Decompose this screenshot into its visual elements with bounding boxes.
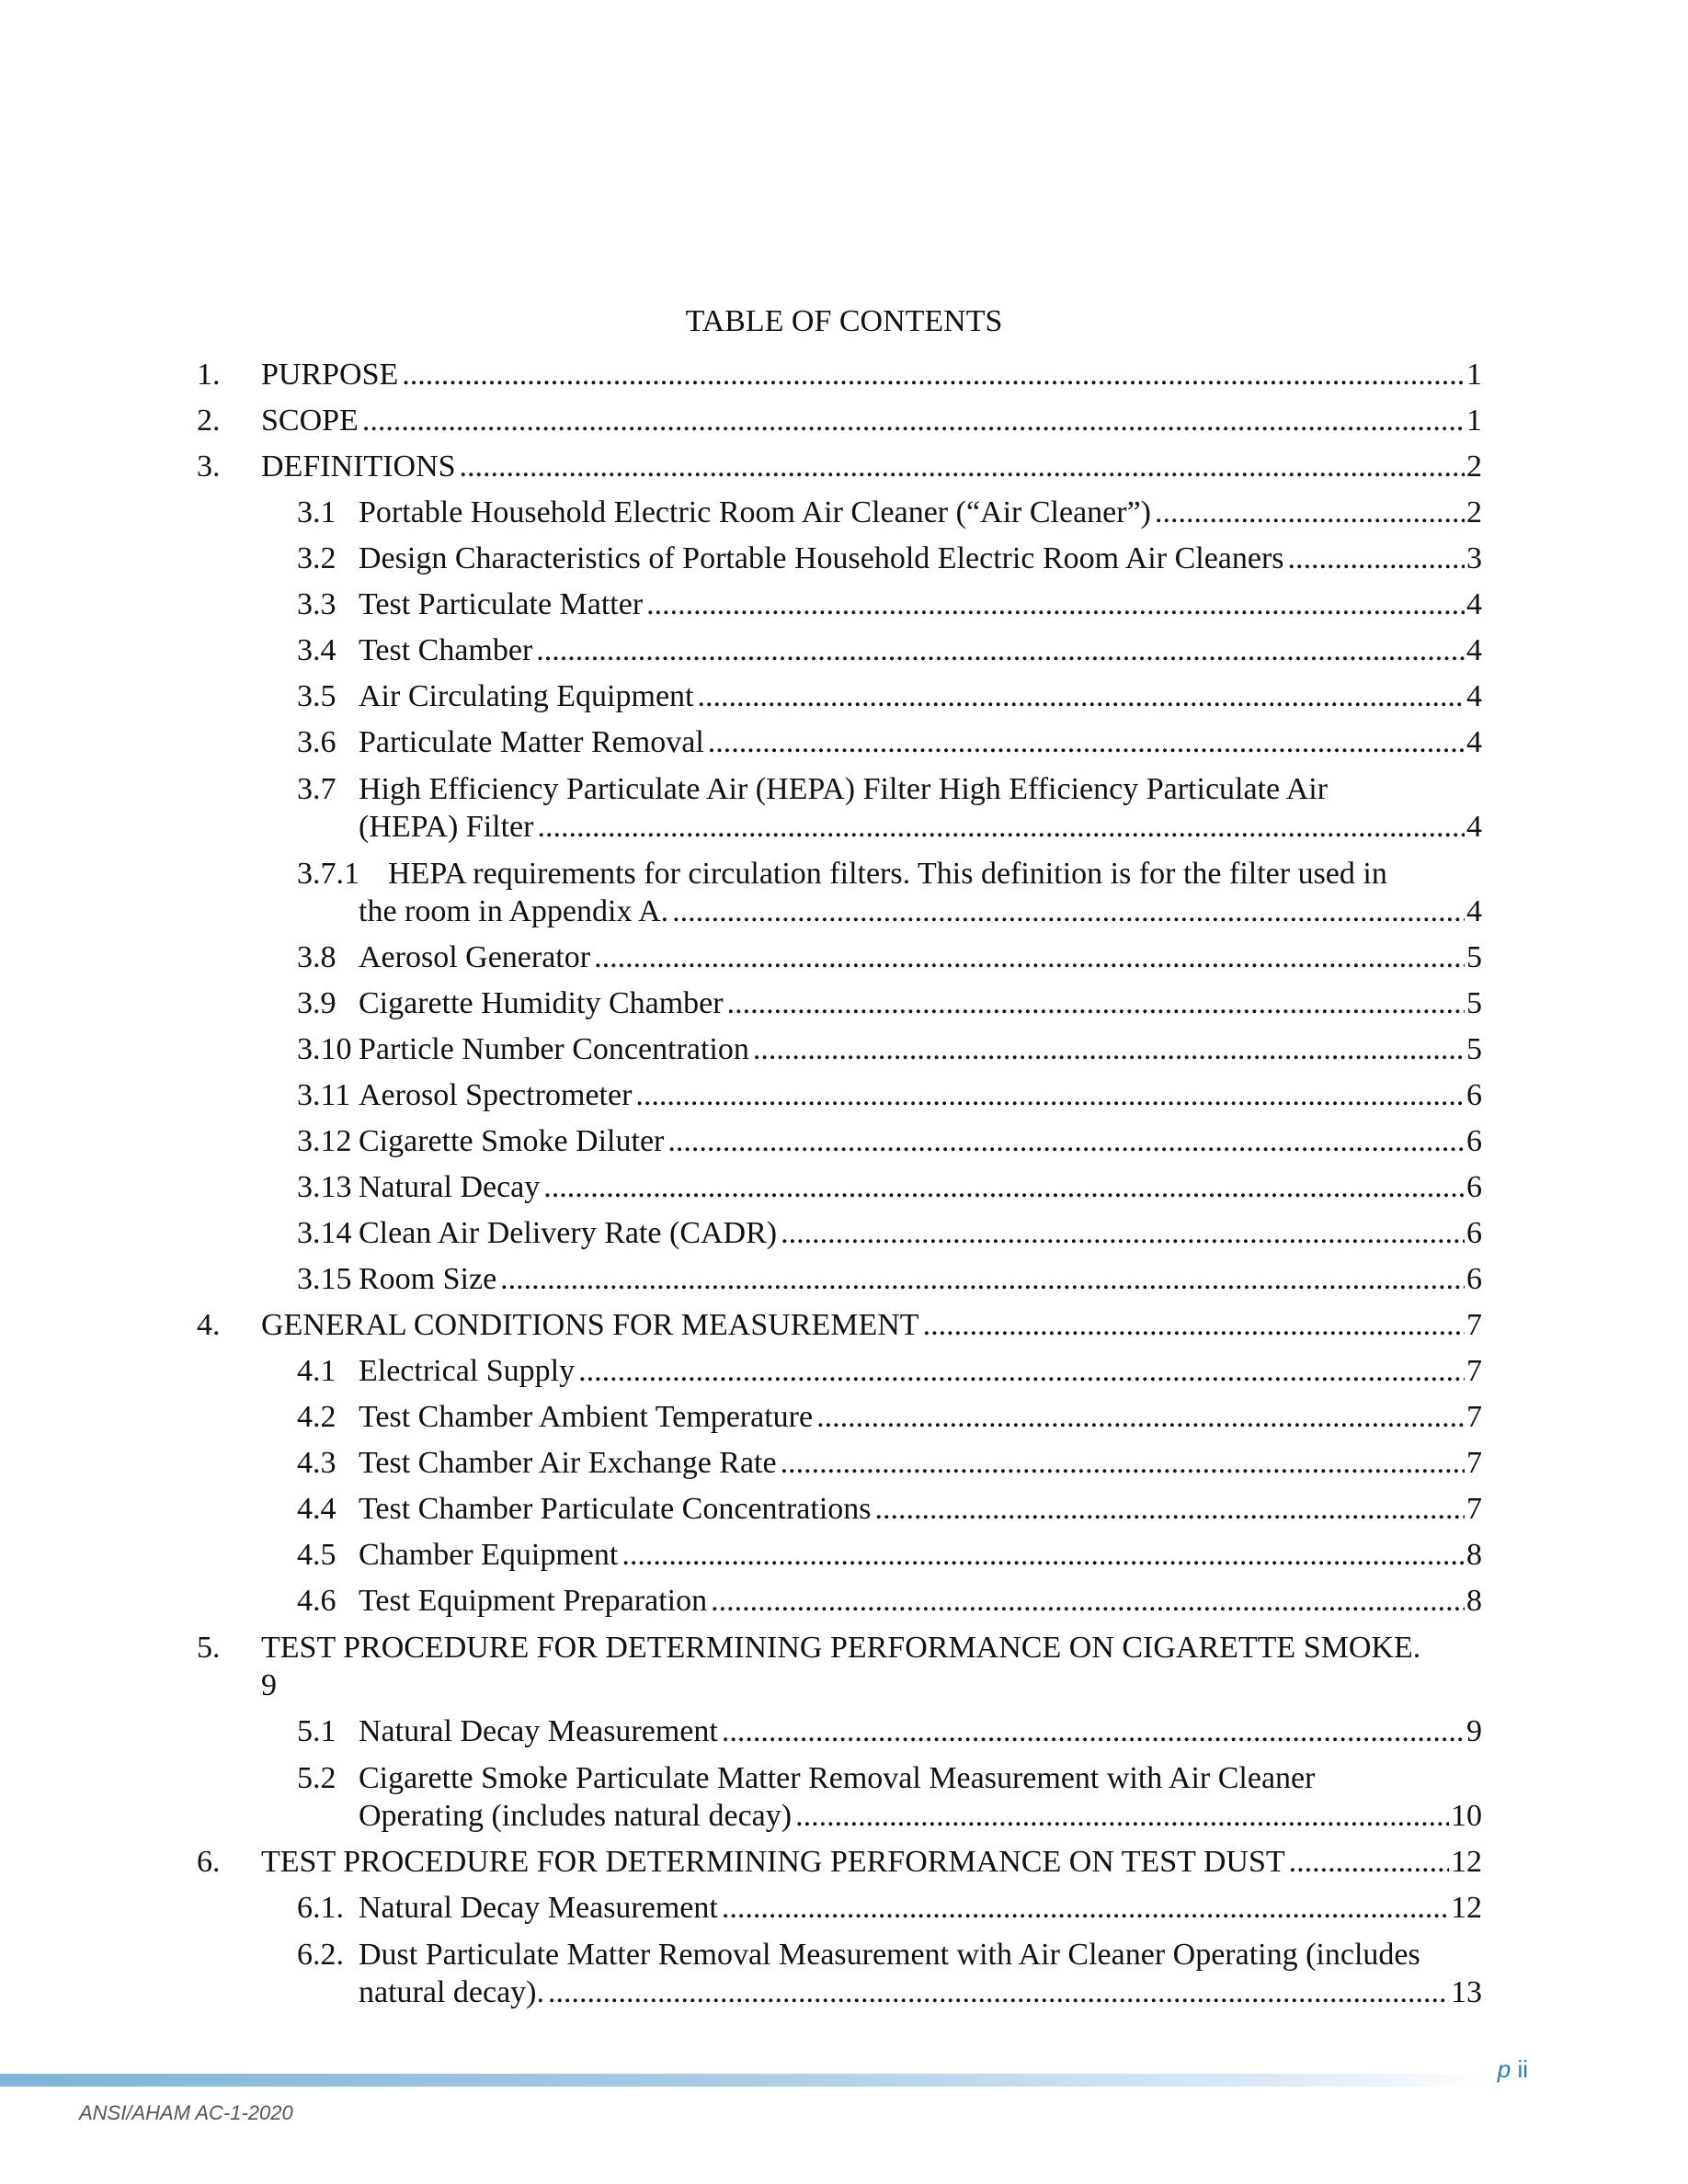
toc-entry-title: DEFINITIONS [261, 449, 456, 483]
toc-entry-number: 3.7.1 [297, 857, 359, 891]
toc-entry-page: 4 [1466, 587, 1482, 621]
toc-entry-page: 7 [1466, 1354, 1482, 1388]
toc-entry-number: 5.1 [297, 1714, 336, 1748]
toc-title: TABLE OF CONTENTS [685, 304, 1003, 338]
toc-subentry[interactable] [197, 678, 1482, 715]
toc-entry-page: 8 [1466, 1584, 1482, 1618]
toc-entry-page: 7 [1466, 1492, 1482, 1526]
toc-subentry[interactable] [197, 1890, 1482, 1927]
toc-entry-number: 5. [197, 1631, 221, 1665]
toc-entry-title: Test Chamber Ambient Temperature [359, 1400, 814, 1434]
toc-entry-title: Natural Decay Measurement [359, 1714, 718, 1748]
toc-entry-number: 3.10 [297, 1032, 352, 1066]
toc-entry-title: GENERAL CONDITIONS FOR MEASUREMENT [261, 1308, 919, 1342]
toc-entry-number: 6.1. [297, 1891, 344, 1925]
toc-entry-title-line: High Efficiency Particulate Air (HEPA) Filter High Efficiency Particulate Air [359, 772, 1329, 806]
toc-entry-number: 4.5 [297, 1538, 336, 1572]
toc-subentry[interactable] [197, 1759, 1482, 1835]
toc-entry-title: Test Chamber [359, 633, 533, 667]
toc-entry-number: 3.11 [297, 1078, 351, 1112]
toc-subentry[interactable] [197, 770, 1482, 846]
toc-subentry[interactable] [197, 1713, 1482, 1750]
toc-entry-title: Portable Household Electric Room Air Cleaner (“Air Cleaner”) [359, 495, 1151, 529]
toc-entry-number: 4.3 [297, 1446, 336, 1480]
toc-entry-title: Aerosol Generator [359, 940, 591, 974]
toc-entry-title: Operating (includes natural decay) [359, 1799, 793, 1833]
toc-entry-page: 2 [1466, 495, 1482, 529]
toc-entry-title: natural decay). [359, 1975, 544, 2009]
toc-entry-page: 9 [1466, 1714, 1482, 1748]
toc-subentry[interactable] [197, 1261, 1482, 1298]
toc-subentry[interactable] [197, 1215, 1482, 1252]
toc-entry-title-line: HEPA requirements for circulation filters. This definition is for the filter used in [388, 857, 1387, 891]
toc-entry-page: 6 [1466, 1216, 1482, 1250]
toc-entry-page: 6 [1466, 1124, 1482, 1158]
toc-entry-number: 5.2 [297, 1761, 336, 1795]
toc-subentry[interactable] [197, 1169, 1482, 1206]
toc-entry-number: 3.4 [297, 633, 336, 667]
toc-entry-title: Particulate Matter Removal [359, 725, 704, 759]
toc-entry-title: Electrical Supply [359, 1354, 576, 1388]
toc-entry-page: 5 [1466, 940, 1482, 974]
toc-subentry[interactable] [197, 1445, 1482, 1482]
toc-entry-title: Cigarette Humidity Chamber [359, 986, 724, 1020]
toc-entry-number: 4.1 [297, 1354, 336, 1388]
toc-entry-page: 4 [1466, 633, 1482, 667]
toc-entry[interactable] [197, 403, 1482, 439]
toc-subentry[interactable] [197, 1491, 1482, 1528]
toc-entry-page: 1 [1466, 404, 1482, 438]
toc-entry-title: Aerosol Spectrometer [359, 1078, 633, 1112]
toc-entry-page: 12 [1451, 1845, 1482, 1879]
toc-entry-title: the room in Appendix A. [359, 894, 669, 928]
table-of-contents [197, 357, 1482, 2020]
toc-entry-title: Design Characteristics of Portable Household Electric Room Air Cleaners [359, 541, 1284, 575]
toc-subentry[interactable] [197, 1077, 1482, 1114]
toc-entry-page: 4 [1466, 679, 1482, 713]
toc-entry-number: 3.13 [297, 1170, 352, 1204]
toc-subentry[interactable] [197, 1936, 1482, 2011]
toc-entry-number: 3.9 [297, 986, 336, 1020]
toc-entry-number: 6. [197, 1845, 221, 1879]
toc-entry-title-line: Cigarette Smoke Particulate Matter Removal Measurement with Air Cleaner [359, 1761, 1316, 1795]
toc-entry-number: 4.4 [297, 1492, 336, 1526]
toc-entry-page: 13 [1451, 1975, 1482, 2009]
toc-subentry[interactable] [197, 985, 1482, 1022]
toc-entry-number: 2. [197, 404, 221, 438]
toc-entry-title: Test Equipment Preparation [359, 1584, 708, 1618]
page-number [1498, 2055, 1528, 2084]
toc-entry-number: 3.15 [297, 1262, 352, 1296]
toc-entry[interactable] [197, 1844, 1482, 1881]
toc-subentry[interactable] [197, 495, 1482, 531]
toc-entry-title: SCOPE [261, 404, 359, 438]
footer-document-id: ANSI/AHAM AC-1-2020 [79, 2101, 293, 2124]
toc-entry-number: 3. [197, 449, 221, 483]
toc-entry-page: 7 [1466, 1308, 1482, 1342]
toc-subentry[interactable] [197, 632, 1482, 669]
toc-entry-number: 3.14 [297, 1216, 352, 1250]
toc-entry-number: 3.1 [297, 495, 336, 529]
toc-entry-title: Test Chamber Air Exchange Rate [359, 1446, 777, 1480]
toc-entry-number: 4. [197, 1308, 221, 1342]
toc-entry-page: 4 [1466, 810, 1482, 844]
toc-entry-title-line: Dust Particulate Matter Removal Measurement with Air Cleaner Operating (includes [359, 1938, 1420, 1972]
toc-entry-page: 2 [1466, 449, 1482, 483]
toc-entry-title: Air Circulating Equipment [359, 679, 694, 713]
toc-entry-page: 7 [1466, 1446, 1482, 1480]
toc-entry-page: 8 [1466, 1538, 1482, 1572]
toc-subentry[interactable] [197, 586, 1482, 623]
toc-entry-number: 1. [197, 358, 221, 392]
toc-entry-title: Test Particulate Matter [359, 587, 644, 621]
page-number-prefix: p [1497, 2055, 1511, 2083]
toc-entry-title: Test Chamber Particulate Concentrations [359, 1492, 872, 1526]
page-number-value: ii [1517, 2055, 1528, 2083]
toc-entry-number: 3.7 [297, 772, 336, 806]
toc-entry[interactable] [197, 357, 1482, 393]
toc-entry-page: 6 [1466, 1078, 1482, 1112]
toc-subentry[interactable] [197, 1123, 1482, 1160]
toc-entry-number: 3.3 [297, 587, 336, 621]
toc-entry-title: Clean Air Delivery Rate (CADR) [359, 1216, 778, 1250]
toc-entry[interactable] [197, 1307, 1482, 1344]
toc-subentry[interactable] [197, 540, 1482, 577]
toc-entry-title: Room Size [359, 1262, 497, 1296]
toc-entry-number: 6.2. [297, 1938, 344, 1972]
toc-entry-number: 4.2 [297, 1400, 336, 1434]
toc-subentry[interactable] [197, 724, 1482, 761]
toc-entry-title: Natural Decay Measurement [359, 1891, 718, 1925]
toc-entry-page: 5 [1466, 1032, 1482, 1066]
toc-entry-title: TEST PROCEDURE FOR DETERMINING PERFORMANCE ON CIGARETTE SMOKE. [261, 1631, 1421, 1665]
toc-subentry[interactable] [197, 1583, 1482, 1620]
toc-entry-title: (HEPA) Filter [359, 810, 534, 844]
toc-entry-page: 6 [1466, 1170, 1482, 1204]
toc-entry-page: 4 [1466, 894, 1482, 928]
toc-subentry[interactable] [197, 1537, 1482, 1574]
toc-entry-page: 7 [1466, 1400, 1482, 1434]
toc-subentry[interactable] [197, 1399, 1482, 1436]
toc-entry-title: PURPOSE [261, 358, 399, 392]
toc-subentry[interactable] [197, 939, 1482, 976]
toc-entry-number: 4.6 [297, 1584, 336, 1618]
toc-entry-number: 3.5 [297, 679, 336, 713]
toc-entry[interactable] [197, 449, 1482, 485]
toc-entry-page: 1 [1466, 358, 1482, 392]
toc-entry-page: 10 [1451, 1799, 1482, 1833]
toc-entry-page: 12 [1451, 1891, 1482, 1925]
toc-entry-page: 5 [1466, 986, 1482, 1020]
toc-entry-page: 6 [1466, 1262, 1482, 1296]
toc-subentry[interactable] [197, 1353, 1482, 1390]
toc-entry[interactable] [197, 1629, 1482, 1704]
toc-entry-page: 4 [1466, 725, 1482, 759]
toc-entry-number: 3.2 [297, 541, 336, 575]
footer-rule [0, 2074, 1489, 2087]
toc-entry-number: 3.6 [297, 725, 336, 759]
toc-entry-page: 3 [1466, 541, 1482, 575]
toc-entry-title: Cigarette Smoke Diluter [359, 1124, 665, 1158]
toc-entry-title: TEST PROCEDURE FOR DETERMINING PERFORMANCE ON TEST DUST [261, 1845, 1285, 1879]
toc-entry-page: 9 [261, 1668, 277, 1702]
toc-entry-title: Chamber Equipment [359, 1538, 619, 1572]
toc-subentry[interactable] [197, 1031, 1482, 1068]
toc-entry-title: Particle Number Concentration [359, 1032, 749, 1066]
toc-entry-number: 3.8 [297, 940, 336, 974]
toc-entry-number: 3.12 [297, 1124, 352, 1158]
toc-entry-title: Natural Decay [359, 1170, 541, 1204]
toc-subentry[interactable] [197, 855, 1482, 930]
